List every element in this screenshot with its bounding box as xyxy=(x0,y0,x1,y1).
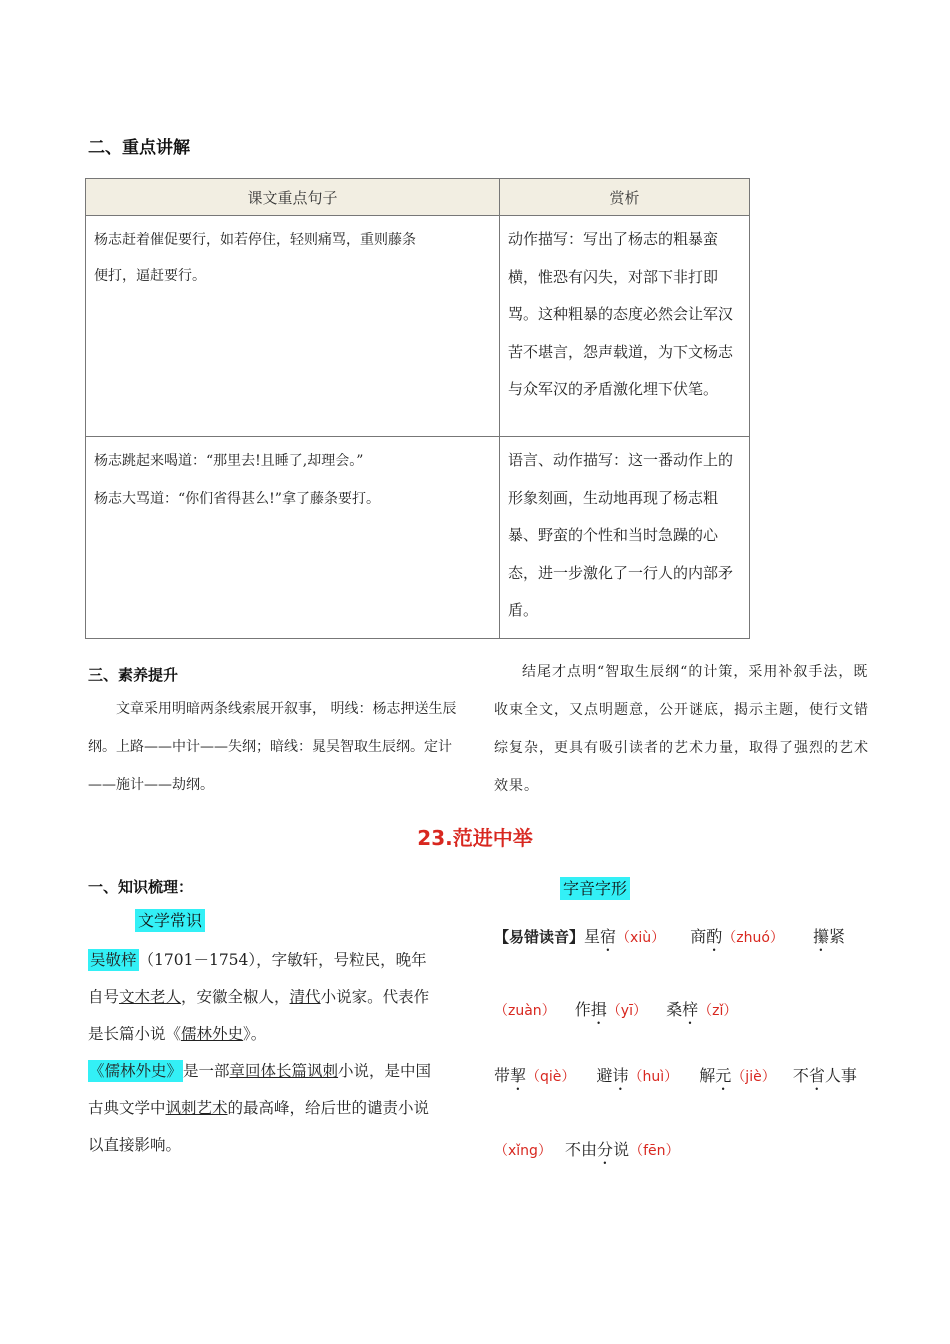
word-char: 紧 xyxy=(829,927,846,946)
text-span: 以直接影响。 xyxy=(88,1136,182,1154)
table-row xyxy=(86,216,750,437)
author-name: 吴敬梓 xyxy=(90,951,137,969)
word-char: 作 xyxy=(574,1000,591,1019)
text-span: 是长篇小说《 xyxy=(88,1025,182,1043)
text-span: 古典文学中 xyxy=(88,1099,166,1117)
pinyin: （xǐng） xyxy=(494,1143,552,1159)
literary-knowledge-tag xyxy=(135,908,205,931)
word-char: 人事 xyxy=(824,1066,857,1085)
word-char: 避 xyxy=(596,1066,613,1085)
word-char: 星 xyxy=(584,927,601,946)
author-dates: （1701－1754），字敏轩，号粒民，晚年 xyxy=(138,951,427,969)
dotted-char: 元 xyxy=(715,1066,732,1085)
dotted-char: 酌 xyxy=(706,927,723,946)
dynasty: 清代 xyxy=(289,988,321,1006)
section-heading-key-points: 二、重点讲解 xyxy=(88,138,190,158)
book-name: 儒林外史 xyxy=(181,1025,244,1043)
text-span: 的最高峰，给后世的谴责小说 xyxy=(227,1099,430,1117)
table-cell-sentence xyxy=(86,216,500,437)
error-prone-label: 【易错读音】 xyxy=(494,928,585,946)
section-heading-knowledge: 一、知识梳理： xyxy=(88,878,194,896)
word-char: 解 xyxy=(699,1066,716,1085)
table-header-row xyxy=(86,179,750,216)
text-span: 小说，是中国 xyxy=(338,1062,432,1080)
satire-art: 讽刺艺术 xyxy=(165,1099,228,1117)
pronunciation-tag xyxy=(560,876,630,899)
analysis-text: 语言、动作描写：这一番动作上的形象刻画，生动地再现了杨志粗暴、野蛮的个性和当时急躁的心态，进一步激化了一行人的内部矛盾。 xyxy=(508,451,734,619)
analysis-text: 动作描写：写出了杨志的粗暴蛮横，惟恐有闪失，对部下非打即骂。这种粗暴的态度必然会让军汉苦不堪言，怨声载道，为下文杨志与众军汉的矛盾激化埋下伏笔。 xyxy=(508,230,734,398)
sentence-line: 杨志大骂道：“你们省得甚么!”拿了藤条要打。 xyxy=(94,491,380,507)
dotted-char: 攥 xyxy=(813,927,830,946)
key-sentences-table xyxy=(85,178,750,639)
pen-name: 文木老人 xyxy=(119,988,182,1006)
literary-knowledge-label: 文学常识 xyxy=(135,909,205,932)
word-char: 桑 xyxy=(666,1000,683,1019)
dotted-char: 揖 xyxy=(590,1000,607,1019)
pinyin: （qiè） xyxy=(526,1069,576,1085)
sentence-line: 杨志跳起来喝道：“那里去!且睡了,却理会。” xyxy=(94,453,364,469)
table-header-analysis: 赏析 xyxy=(500,179,750,216)
author-paragraph xyxy=(88,942,468,1164)
literacy-left-paragraph: 文章采用明暗两条线索展开叙事， 明线：杨志押送生辰纲。上路——中计——失纲；暗线：晁吴智取生辰纲。定计——施计——劫纲。 xyxy=(88,701,457,793)
word-char: 不由 xyxy=(565,1140,598,1159)
section-heading-literacy: 三、素养提升 xyxy=(88,666,179,684)
sentence-line: 便打，逼赶要行。 xyxy=(94,268,206,284)
pronunciation-row xyxy=(494,924,845,955)
dotted-char: 分 xyxy=(597,1140,614,1159)
dotted-char: 讳 xyxy=(612,1066,629,1085)
pronunciation-row xyxy=(494,1063,857,1094)
word-char: 说 xyxy=(613,1140,630,1159)
table-header-sentence: 课文重点句子 xyxy=(86,179,500,216)
text-span: 自号 xyxy=(88,988,120,1006)
chapter-title: 23.范进中举 xyxy=(417,826,533,850)
pronunciation-tag-label: 字音字形 xyxy=(560,877,630,900)
pinyin: （xiù） xyxy=(616,930,666,946)
table-row xyxy=(86,437,750,639)
pinyin: （jiè） xyxy=(731,1069,776,1085)
text-span: 》。 xyxy=(243,1025,267,1043)
pinyin: （zuàn） xyxy=(494,1003,556,1019)
pinyin: （huì） xyxy=(628,1069,679,1085)
word-char: 不 xyxy=(792,1066,809,1085)
pinyin: （fēn） xyxy=(629,1143,680,1159)
text-span: 是一部 xyxy=(183,1062,230,1080)
sentence-line: 杨志赶着催促要行，如若停住，轻则痛骂，重则藤条 xyxy=(94,232,416,248)
literacy-right-paragraph: 结尾才点明“智取生辰纲“的计策，采用补叙手法，既收束全文，又点明题意，公开谜底，揭示主题，使行文错综复杂，更具有吸引读者的艺术力量，取得了强烈的艺术效果。 xyxy=(494,664,869,794)
word-char: 商 xyxy=(690,927,707,946)
dotted-char: 省 xyxy=(808,1066,825,1085)
pinyin: （zhuó） xyxy=(722,930,784,946)
pronunciation-row xyxy=(494,1137,680,1168)
dotted-char: 宿 xyxy=(600,927,617,946)
pinyin: （yī） xyxy=(606,1003,647,1019)
pinyin: （zǐ） xyxy=(698,1003,738,1019)
book-title-highlight: 《儒林外史》 xyxy=(89,1062,183,1080)
text-span: 小说家。代表作 xyxy=(320,988,430,1006)
dotted-char: 挈 xyxy=(510,1066,527,1085)
table-cell-analysis xyxy=(500,216,750,437)
table-cell-analysis xyxy=(500,437,750,639)
text-span: ，安徽全椒人， xyxy=(181,988,290,1006)
table-cell-sentence xyxy=(86,437,500,639)
dotted-char: 梓 xyxy=(682,1000,699,1019)
pronunciation-row xyxy=(494,997,737,1028)
word-char: 带 xyxy=(494,1066,511,1085)
genre: 章回体长篇讽刺 xyxy=(229,1062,339,1080)
